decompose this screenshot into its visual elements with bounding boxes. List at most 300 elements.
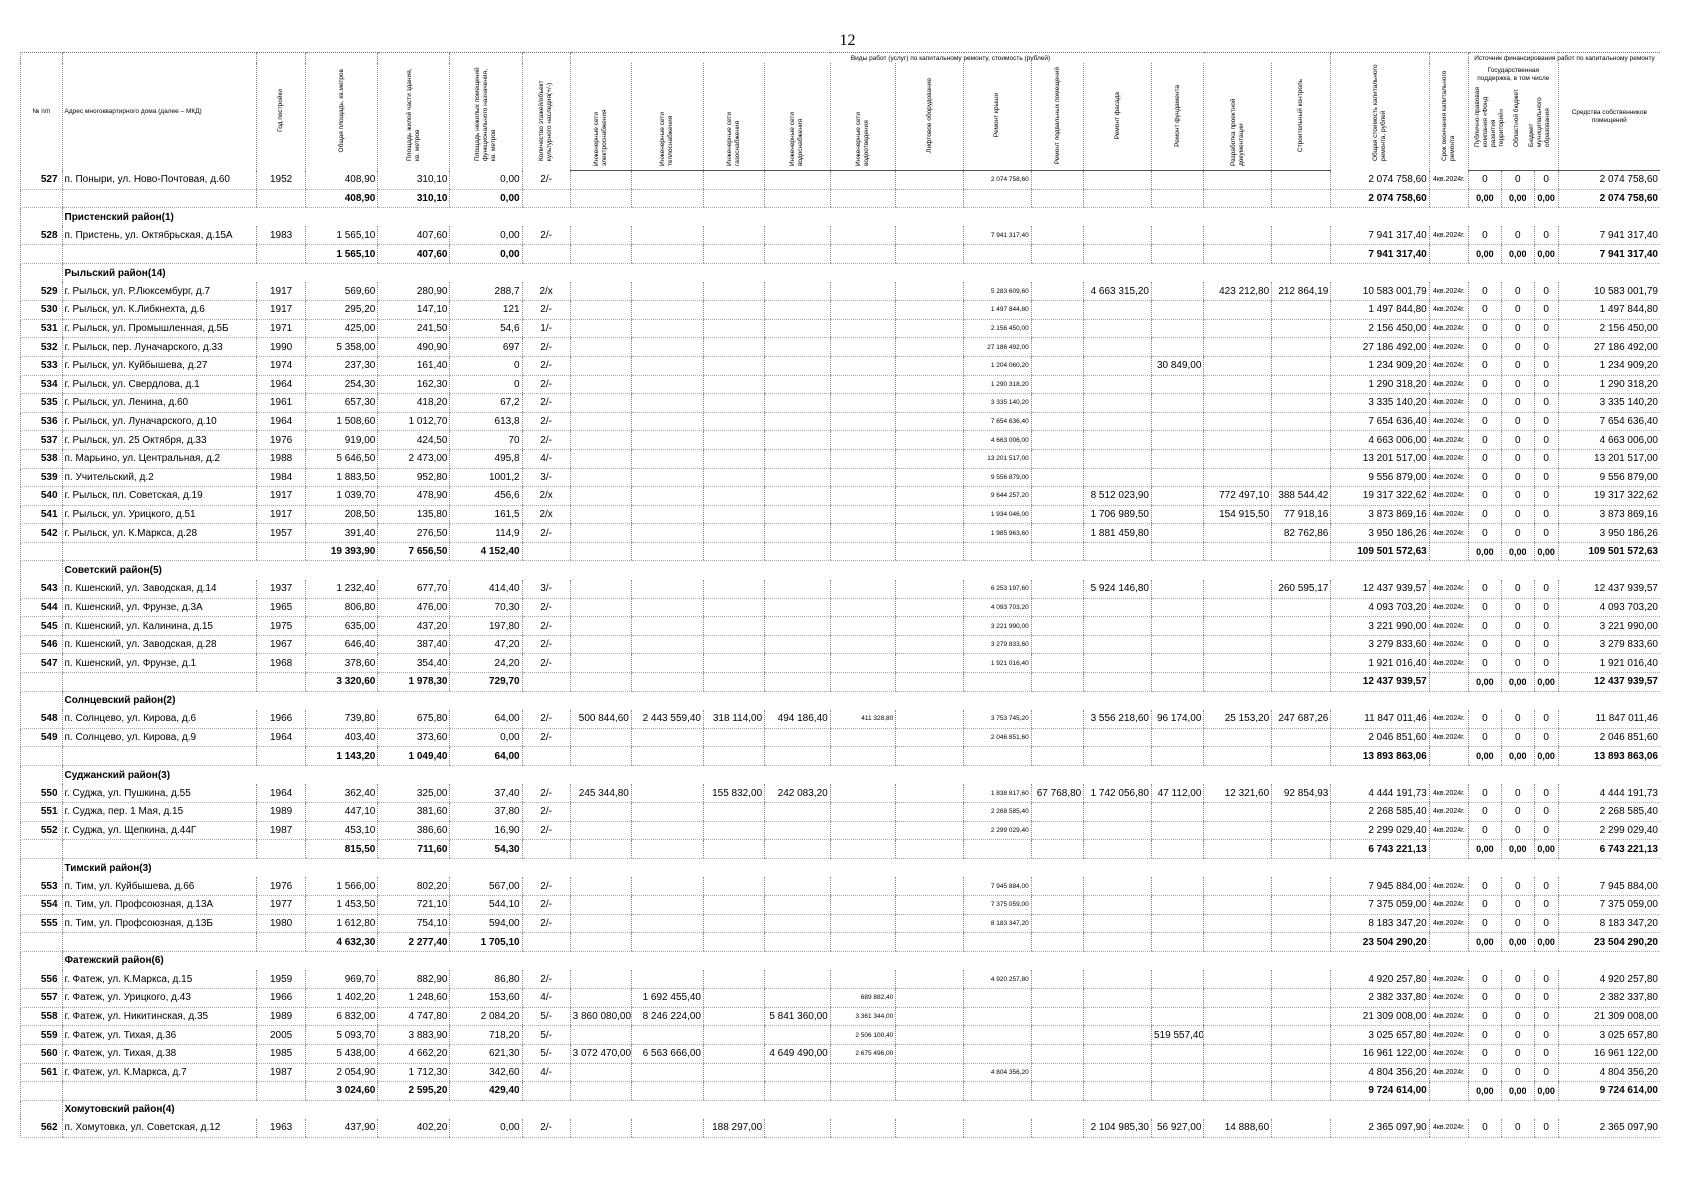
cell-nonlive: 429,40 bbox=[450, 1082, 522, 1101]
cell-fund: 0,00 bbox=[1469, 747, 1502, 766]
cell-area: 3 024,60 bbox=[306, 1082, 378, 1101]
cell-ctl: 247 687,26 bbox=[1272, 710, 1331, 729]
cell-nonlive: 697 bbox=[450, 338, 522, 357]
cell-ctl bbox=[1272, 1082, 1331, 1101]
cell-live: 276,50 bbox=[378, 524, 450, 543]
cell-dl: 4кв.2024г. bbox=[1429, 654, 1468, 673]
cell-area: 208,50 bbox=[306, 505, 378, 524]
cell-gas bbox=[703, 617, 764, 636]
cell-own: 12 437 939,57 bbox=[1558, 673, 1660, 692]
cell-ctl bbox=[1272, 412, 1331, 431]
cell-fac bbox=[1084, 542, 1152, 561]
cell-el bbox=[570, 654, 631, 673]
cell-own: 2 074 758,60 bbox=[1558, 171, 1660, 190]
cell-reg: 0,00 bbox=[1501, 747, 1534, 766]
cell-fl bbox=[522, 933, 570, 952]
cell-gas bbox=[703, 375, 764, 394]
table-row bbox=[21, 171, 1661, 190]
table-row bbox=[21, 487, 1661, 506]
cell-area: 408,90 bbox=[306, 171, 378, 190]
cell-live: 407,60 bbox=[378, 226, 450, 245]
cell-heat bbox=[631, 301, 703, 320]
cell-reg: 0 bbox=[1501, 710, 1534, 729]
cell-sew bbox=[830, 1063, 896, 1082]
cell-des bbox=[1204, 877, 1272, 896]
cell-fund: 0 bbox=[1469, 598, 1502, 617]
cell-nonlive: 54,6 bbox=[450, 319, 522, 338]
cell-roof bbox=[964, 989, 1032, 1008]
cell-live: 310,10 bbox=[378, 171, 450, 190]
cell-no bbox=[21, 933, 63, 952]
cell-sew bbox=[830, 914, 896, 933]
cell-own: 7 941 317,40 bbox=[1558, 226, 1660, 245]
cell-addr bbox=[62, 747, 257, 766]
cell-fac bbox=[1084, 301, 1152, 320]
cell-lift bbox=[896, 1119, 964, 1138]
subtotal-row bbox=[21, 840, 1661, 859]
cell-fl: 2/- bbox=[522, 524, 570, 543]
cell-addr: п. Тим, ул. Профсоюзная, д.13Б bbox=[62, 914, 257, 933]
cell-no: 532 bbox=[21, 338, 63, 357]
table-row bbox=[21, 226, 1661, 245]
district-name: Фатежский район(6) bbox=[62, 951, 1660, 970]
cell-base bbox=[1031, 189, 1083, 208]
cell-addr: г. Рыльск, ул. 25 Октября, д.33 bbox=[62, 431, 257, 450]
cell-heat bbox=[631, 282, 703, 301]
cell-dl bbox=[1429, 245, 1468, 264]
cell-fl: 2/- bbox=[522, 412, 570, 431]
cell-own: 2 299 029,40 bbox=[1558, 821, 1660, 840]
cell-des bbox=[1204, 635, 1272, 654]
cell-roof: 1 497 844,80 bbox=[964, 301, 1032, 320]
cell-mun: 0,00 bbox=[1534, 189, 1558, 208]
cell-el bbox=[570, 245, 631, 264]
cell-fund: 0,00 bbox=[1469, 1082, 1502, 1101]
cell-no bbox=[21, 1082, 63, 1101]
cell-heat bbox=[631, 1063, 703, 1082]
cell-tot: 2 365 097,90 bbox=[1331, 1119, 1429, 1138]
cell-des bbox=[1204, 245, 1272, 264]
cell-fac bbox=[1084, 970, 1152, 989]
cell-base bbox=[1031, 989, 1083, 1008]
cell-mun: 0 bbox=[1534, 319, 1558, 338]
cell-addr: г. Рыльск, пл. Советская, д.19 bbox=[62, 487, 257, 506]
cell-gas bbox=[703, 933, 764, 952]
cell-sew bbox=[830, 301, 896, 320]
cell-fl: 2/- bbox=[522, 728, 570, 747]
cell-fnd bbox=[1151, 171, 1203, 190]
cell-reg: 0 bbox=[1501, 505, 1534, 524]
cell-roof bbox=[964, 189, 1032, 208]
cell-live: 1 049,40 bbox=[378, 747, 450, 766]
cell-lift bbox=[896, 933, 964, 952]
cell-tot: 7 941 317,40 bbox=[1331, 226, 1429, 245]
cell-nonlive: 0,00 bbox=[450, 1119, 522, 1138]
cell-ctl bbox=[1272, 468, 1331, 487]
table-row bbox=[21, 1119, 1661, 1138]
cell-addr: п. Кшенский, ул. Калинина, д.15 bbox=[62, 617, 257, 636]
cell-no: 543 bbox=[21, 580, 63, 599]
table-row bbox=[21, 356, 1661, 375]
cell-fnd bbox=[1151, 394, 1203, 413]
cell-sew: 2 675 496,00 bbox=[830, 1044, 896, 1063]
cell-el bbox=[570, 189, 631, 208]
cell-ctl bbox=[1272, 728, 1331, 747]
cell-year: 1968 bbox=[257, 654, 306, 673]
cell-fnd bbox=[1151, 914, 1203, 933]
cell-mun: 0 bbox=[1534, 1026, 1558, 1045]
cell-addr: г. Рыльск, ул. Ленина, д.60 bbox=[62, 394, 257, 413]
col-nonliving-area: Площадь нежилых помещений функционального назначения, кв. метров bbox=[450, 53, 522, 171]
cell-no: 558 bbox=[21, 1007, 63, 1026]
cell-wat bbox=[765, 245, 831, 264]
cell-wat bbox=[765, 896, 831, 915]
cell-own: 16 961 122,00 bbox=[1558, 1044, 1660, 1063]
cell-sew bbox=[830, 394, 896, 413]
cell-reg: 0 bbox=[1501, 1026, 1534, 1045]
cell-fl bbox=[522, 245, 570, 264]
cell-lift bbox=[896, 728, 964, 747]
cell-lift bbox=[896, 431, 964, 450]
cell-mun: 0 bbox=[1534, 784, 1558, 803]
cell-area: 1 039,70 bbox=[306, 487, 378, 506]
cell-ctl bbox=[1272, 226, 1331, 245]
cell-gas bbox=[703, 970, 764, 989]
cell-ctl bbox=[1272, 617, 1331, 636]
cell-own: 27 186 492,00 bbox=[1558, 338, 1660, 357]
cell-tot: 4 920 257,80 bbox=[1331, 970, 1429, 989]
cell-wat bbox=[765, 840, 831, 859]
cell-wat bbox=[765, 375, 831, 394]
cell-base bbox=[1031, 728, 1083, 747]
cell-reg: 0 bbox=[1501, 375, 1534, 394]
cell-area: 5 093,70 bbox=[306, 1026, 378, 1045]
cell-el bbox=[570, 821, 631, 840]
page-number: 12 bbox=[839, 32, 856, 49]
cell-gas: 188 297,00 bbox=[703, 1119, 764, 1138]
cell-fac bbox=[1084, 1007, 1152, 1026]
cell-own: 6 743 221,13 bbox=[1558, 840, 1660, 859]
cell-el bbox=[570, 226, 631, 245]
table-row bbox=[21, 914, 1661, 933]
cell-tot: 7 654 636,40 bbox=[1331, 412, 1429, 431]
district-name: Советский район(5) bbox=[62, 561, 1660, 580]
cell-tot: 1 921 016,40 bbox=[1331, 654, 1429, 673]
cell-sew bbox=[830, 635, 896, 654]
district-header-row bbox=[21, 858, 1661, 877]
cell-lift bbox=[896, 226, 964, 245]
cell-el: 3 072 470,00 bbox=[570, 1044, 631, 1063]
cell-des bbox=[1204, 747, 1272, 766]
table-row bbox=[21, 1063, 1661, 1082]
cell-dl: 4кв.2024г. bbox=[1429, 282, 1468, 301]
cell-tot: 4 444 191,73 bbox=[1331, 784, 1429, 803]
works-group-header: Виды работ (услуг) по капитальному ремонту, стоимость (рублей) bbox=[570, 53, 1331, 64]
cell-roof bbox=[964, 1026, 1032, 1045]
cell-roof: 2 046 851,60 bbox=[964, 728, 1032, 747]
cell-lift bbox=[896, 524, 964, 543]
district-spacer bbox=[21, 766, 63, 785]
cell-fac bbox=[1084, 356, 1152, 375]
cell-roof: 1 290 318,20 bbox=[964, 375, 1032, 394]
cell-tot: 109 501 572,63 bbox=[1331, 542, 1429, 561]
cell-wat bbox=[765, 226, 831, 245]
cell-fund: 0 bbox=[1469, 654, 1502, 673]
cell-des bbox=[1204, 1063, 1272, 1082]
cell-mun: 0 bbox=[1534, 617, 1558, 636]
cell-fl: 2/- bbox=[522, 171, 570, 190]
col-municipal: Бюджет муниципального образования bbox=[1528, 97, 1552, 147]
cell-no: 546 bbox=[21, 635, 63, 654]
cell-fund: 0 bbox=[1469, 803, 1502, 822]
cell-live: 241,50 bbox=[378, 319, 450, 338]
cell-fund: 0,00 bbox=[1469, 673, 1502, 692]
cell-area: 391,40 bbox=[306, 524, 378, 543]
cell-own: 2 365 097,90 bbox=[1558, 1119, 1660, 1138]
cell-live: 135,80 bbox=[378, 505, 450, 524]
cell-el bbox=[570, 356, 631, 375]
cell-own: 4 920 257,80 bbox=[1558, 970, 1660, 989]
cell-area: 815,50 bbox=[306, 840, 378, 859]
cell-no: 562 bbox=[21, 1119, 63, 1138]
cell-fac bbox=[1084, 877, 1152, 896]
cell-el: 245 344,80 bbox=[570, 784, 631, 803]
cell-ctl bbox=[1272, 673, 1331, 692]
cell-no: 556 bbox=[21, 970, 63, 989]
district-header-row bbox=[21, 766, 1661, 785]
cell-fac bbox=[1084, 933, 1152, 952]
cell-dl: 4кв.2024г. bbox=[1429, 710, 1468, 729]
cell-wat bbox=[765, 394, 831, 413]
cell-fund: 0 bbox=[1469, 282, 1502, 301]
cell-fl: 2/х bbox=[522, 282, 570, 301]
cell-gas bbox=[703, 301, 764, 320]
cell-base bbox=[1031, 914, 1083, 933]
table-row bbox=[21, 896, 1661, 915]
cell-wat bbox=[765, 933, 831, 952]
cell-heat bbox=[631, 524, 703, 543]
cell-roof bbox=[964, 747, 1032, 766]
cell-area: 739,80 bbox=[306, 710, 378, 729]
cell-fund: 0 bbox=[1469, 580, 1502, 599]
cell-addr bbox=[62, 933, 257, 952]
cell-live: 882,90 bbox=[378, 970, 450, 989]
cell-fund: 0 bbox=[1469, 338, 1502, 357]
cell-ctl: 212 864,19 bbox=[1272, 282, 1331, 301]
cell-live: 162,30 bbox=[378, 375, 450, 394]
cell-own: 4 804 356,20 bbox=[1558, 1063, 1660, 1082]
cell-el bbox=[570, 840, 631, 859]
cell-wat bbox=[765, 412, 831, 431]
cell-mun: 0,00 bbox=[1534, 542, 1558, 561]
cell-tot: 2 046 851,60 bbox=[1331, 728, 1429, 747]
cell-des bbox=[1204, 803, 1272, 822]
cell-lift bbox=[896, 635, 964, 654]
cell-fund: 0 bbox=[1469, 301, 1502, 320]
cell-addr: п. Тим, ул. Профсоюзная, д.13А bbox=[62, 896, 257, 915]
cell-no: 527 bbox=[21, 171, 63, 190]
cell-own: 9 724 614,00 bbox=[1558, 1082, 1660, 1101]
cell-mun: 0 bbox=[1534, 598, 1558, 617]
cell-ctl bbox=[1272, 189, 1331, 208]
cell-fl: 2/- bbox=[522, 877, 570, 896]
cell-addr: г. Фатеж, ул. К.Маркса, д.7 bbox=[62, 1063, 257, 1082]
cell-el bbox=[570, 487, 631, 506]
cell-base bbox=[1031, 821, 1083, 840]
col-electric: Инженерные сети электроснабжения bbox=[570, 63, 631, 171]
cell-lift bbox=[896, 412, 964, 431]
cell-ctl bbox=[1272, 821, 1331, 840]
cell-reg: 0 bbox=[1501, 784, 1534, 803]
cell-own: 12 437 939,57 bbox=[1558, 580, 1660, 599]
cell-area: 6 832,00 bbox=[306, 1007, 378, 1026]
cell-own: 11 847 011,46 bbox=[1558, 710, 1660, 729]
cell-dl: 4кв.2024г. bbox=[1429, 617, 1468, 636]
cell-no: 540 bbox=[21, 487, 63, 506]
cell-gas bbox=[703, 1082, 764, 1101]
cell-ctl bbox=[1272, 449, 1331, 468]
cell-sew bbox=[830, 338, 896, 357]
cell-ctl bbox=[1272, 970, 1331, 989]
cell-no: 557 bbox=[21, 989, 63, 1008]
cell-wat bbox=[765, 635, 831, 654]
cell-live: 2 277,40 bbox=[378, 933, 450, 952]
cell-lift bbox=[896, 487, 964, 506]
table-row bbox=[21, 1026, 1661, 1045]
cell-live: 677,70 bbox=[378, 580, 450, 599]
cell-addr: г. Рыльск, ул. К.Либкнехта, д.6 bbox=[62, 301, 257, 320]
cell-ctl bbox=[1272, 338, 1331, 357]
cell-wat bbox=[765, 747, 831, 766]
cell-roof bbox=[964, 542, 1032, 561]
cell-dl bbox=[1429, 1082, 1468, 1101]
cell-base bbox=[1031, 673, 1083, 692]
cell-base bbox=[1031, 617, 1083, 636]
cell-tot: 9 724 614,00 bbox=[1331, 1082, 1429, 1101]
cell-fac: 1 706 989,50 bbox=[1084, 505, 1152, 524]
cell-area: 1 143,20 bbox=[306, 747, 378, 766]
cell-reg: 0 bbox=[1501, 821, 1534, 840]
cell-no: 560 bbox=[21, 1044, 63, 1063]
cell-own: 109 501 572,63 bbox=[1558, 542, 1660, 561]
cell-fac bbox=[1084, 896, 1152, 915]
cell-year: 1977 bbox=[257, 896, 306, 915]
cell-mun: 0,00 bbox=[1534, 747, 1558, 766]
cell-base bbox=[1031, 710, 1083, 729]
cell-fl: 5/- bbox=[522, 1026, 570, 1045]
cell-sew bbox=[830, 970, 896, 989]
cell-fl: 2/- bbox=[522, 635, 570, 654]
cell-base bbox=[1031, 171, 1083, 190]
cell-tot: 3 950 186,26 bbox=[1331, 524, 1429, 543]
cell-nonlive: 1 705,10 bbox=[450, 933, 522, 952]
cell-own: 1 290 318,20 bbox=[1558, 375, 1660, 394]
cell-dl: 4кв.2024г. bbox=[1429, 803, 1468, 822]
cell-addr: г. Фатеж, ул. Никитинская, д.35 bbox=[62, 1007, 257, 1026]
cell-lift bbox=[896, 896, 964, 915]
cell-fac bbox=[1084, 598, 1152, 617]
col-total-cost: Общая стоимость капитального ремонта, рублей bbox=[1331, 53, 1429, 171]
cell-fac bbox=[1084, 338, 1152, 357]
cell-roof: 1 985 963,60 bbox=[964, 524, 1032, 543]
cell-own: 2 268 585,40 bbox=[1558, 803, 1660, 822]
cell-nonlive: 567,00 bbox=[450, 877, 522, 896]
cell-ctl bbox=[1272, 301, 1331, 320]
cell-live: 354,40 bbox=[378, 654, 450, 673]
cell-nonlive: 613,8 bbox=[450, 412, 522, 431]
table-row bbox=[21, 431, 1661, 450]
cell-own: 21 309 008,00 bbox=[1558, 1007, 1660, 1026]
cell-mun: 0 bbox=[1534, 171, 1558, 190]
col-total-area: Общая площадь, кв.метров bbox=[306, 53, 378, 171]
cell-el bbox=[570, 989, 631, 1008]
district-spacer bbox=[21, 691, 63, 710]
cell-fund: 0,00 bbox=[1469, 542, 1502, 561]
cell-roof: 3 753 745,20 bbox=[964, 710, 1032, 729]
table-row bbox=[21, 468, 1661, 487]
cell-fund: 0 bbox=[1469, 1007, 1502, 1026]
cell-tot: 3 873 869,16 bbox=[1331, 505, 1429, 524]
cell-fl: 5/- bbox=[522, 1044, 570, 1063]
cell-no: 551 bbox=[21, 803, 63, 822]
district-header-row bbox=[21, 1100, 1661, 1119]
cell-tot: 6 743 221,13 bbox=[1331, 840, 1429, 859]
cell-gas bbox=[703, 487, 764, 506]
cell-nonlive: 0,00 bbox=[450, 189, 522, 208]
cell-live: 1 978,30 bbox=[378, 673, 450, 692]
cell-area: 425,00 bbox=[306, 319, 378, 338]
district-name: Тимский район(3) bbox=[62, 858, 1660, 877]
cell-des bbox=[1204, 338, 1272, 357]
cell-heat bbox=[631, 970, 703, 989]
cell-nonlive: 0,00 bbox=[450, 728, 522, 747]
cell-ctl bbox=[1272, 914, 1331, 933]
cell-lift bbox=[896, 710, 964, 729]
cell-mun: 0 bbox=[1534, 1007, 1558, 1026]
cell-fac bbox=[1084, 654, 1152, 673]
cell-ctl bbox=[1272, 654, 1331, 673]
cell-fnd bbox=[1151, 301, 1203, 320]
cell-live: 407,60 bbox=[378, 245, 450, 264]
cell-heat bbox=[631, 542, 703, 561]
cell-own: 3 950 186,26 bbox=[1558, 524, 1660, 543]
cell-base bbox=[1031, 1082, 1083, 1101]
cell-year: 1987 bbox=[257, 821, 306, 840]
cell-area: 806,80 bbox=[306, 598, 378, 617]
cell-live: 675,80 bbox=[378, 710, 450, 729]
cell-el bbox=[570, 970, 631, 989]
cell-fac bbox=[1084, 617, 1152, 636]
cell-own: 2 074 758,60 bbox=[1558, 189, 1660, 208]
cell-addr: г. Фатеж, ул. Урицкого, д.43 bbox=[62, 989, 257, 1008]
cell-lift bbox=[896, 1082, 964, 1101]
cell-live: 490,90 bbox=[378, 338, 450, 357]
cell-fnd bbox=[1151, 542, 1203, 561]
cell-des bbox=[1204, 394, 1272, 413]
cell-el bbox=[570, 933, 631, 952]
cell-year: 1989 bbox=[257, 803, 306, 822]
cell-fund: 0,00 bbox=[1469, 840, 1502, 859]
cell-base bbox=[1031, 282, 1083, 301]
cell-fl: 2/- bbox=[522, 821, 570, 840]
funding-group-header: Источник финансирования работ по капитальному ремонту bbox=[1469, 53, 1660, 64]
cell-heat: 8 246 224,00 bbox=[631, 1007, 703, 1026]
cell-area: 646,40 bbox=[306, 635, 378, 654]
cell-no: 550 bbox=[21, 784, 63, 803]
cell-wat bbox=[765, 728, 831, 747]
cell-gas bbox=[703, 840, 764, 859]
table-row bbox=[21, 282, 1661, 301]
